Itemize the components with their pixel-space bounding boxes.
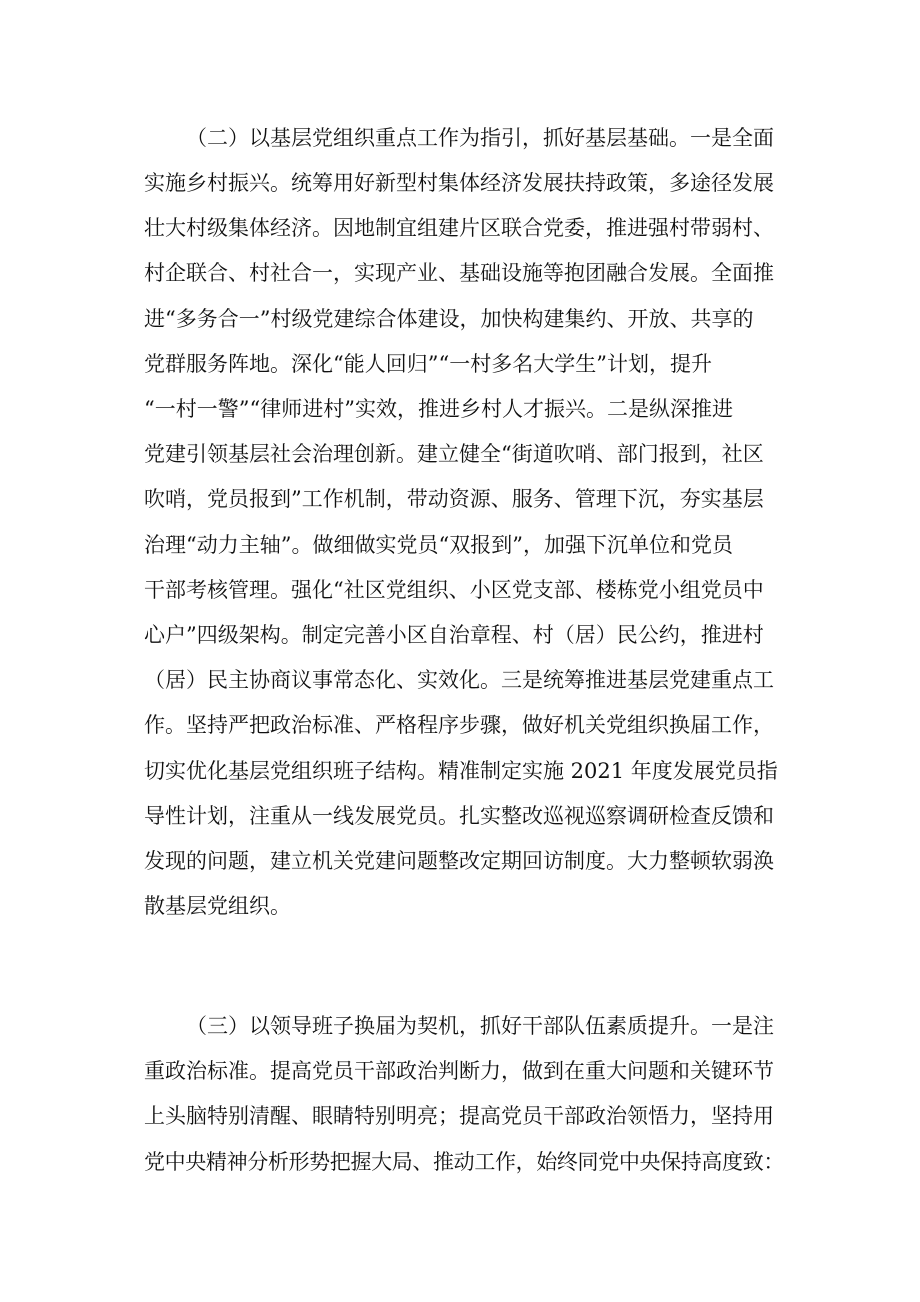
paragraph-line: 进“多务合一”村级党建综合体建设，加快构建集约、开放、共享的 <box>144 307 754 331</box>
paragraph-line: 上头脑特别清醒、眼睛特别明亮；提高党员干部政治领悟力，坚持用 <box>144 1104 774 1128</box>
paragraph-line: 散基层党组织。 <box>144 894 291 918</box>
paragraph-line: 党中央精神分析形势把握大局、推动工作，始终同党中央保持高度致： <box>144 1150 784 1174</box>
paragraph-line: 重政治标准。提高党员干部政治判断力，做到在重大问题和关键环节 <box>144 1059 774 1083</box>
paragraph-line: 壮大村级集体经济。因地制宜组建片区联合党委，推进强村带弱村、 <box>144 216 774 240</box>
paragraph-line: 发现的问题，建立机关党建问题整改定期回访制度。大力整顿软弱涣 <box>144 849 774 873</box>
paragraph-line: 治理“动力主轴”。做细做实党员“双报到”，加强下沉单位和党员 <box>144 533 733 557</box>
paragraph-line: 切实优化基层党组织班子结构。精准制定实施 2021 年度发展党员指 <box>144 759 778 783</box>
paragraph-line: （三）以领导班子换届为契机，抓好干部队伍素质提升。一是注 <box>186 1014 774 1038</box>
paragraph-line: （居）民主协商议事常态化、实效化。三是统筹推进基层党建重点工 <box>144 668 774 692</box>
paragraph-line: 干部考核管理。强化“社区党组织、小区党支部、楼栋党小组党员中 <box>144 578 764 602</box>
paragraph-line: 党建引领基层社会治理创新。建立健全“街道吹哨、部门报到，社区 <box>144 442 764 466</box>
paragraph-line: （二）以基层党组织重点工作为指引，抓好基层基础。一是全面 <box>186 126 774 150</box>
paragraph-line: 党群服务阵地。深化“能人回归”“一村多名大学生”计划，提升 <box>144 352 712 376</box>
paragraph-line: 导性计划，注重从一线发展党员。扎实整改巡视巡察调研检查反馈和 <box>144 804 774 828</box>
paragraph-line: “一村一警”“律师进村”实效，推进乡村人才振兴。二是纵深推进 <box>144 397 733 421</box>
paragraph-line: 村企联合、村社合一，实现产业、基础设施等抱团融合发展。全面推 <box>144 261 774 285</box>
paragraph-line: 吹哨，党员报到”工作机制，带动资源、服务、管理下沉，夯实基层 <box>144 487 764 511</box>
paragraph-line: 心户”四级架构。制定完善小区自治章程、村（居）民公约，推进村 <box>144 623 764 647</box>
paragraph-line: 作。坚持严把政治标准、严格程序步骤，做好机关党组织换届工作， <box>144 713 774 737</box>
paragraph-line: 实施乡村振兴。统筹用好新型村集体经济发展扶持政策，多途径发展 <box>144 171 774 195</box>
